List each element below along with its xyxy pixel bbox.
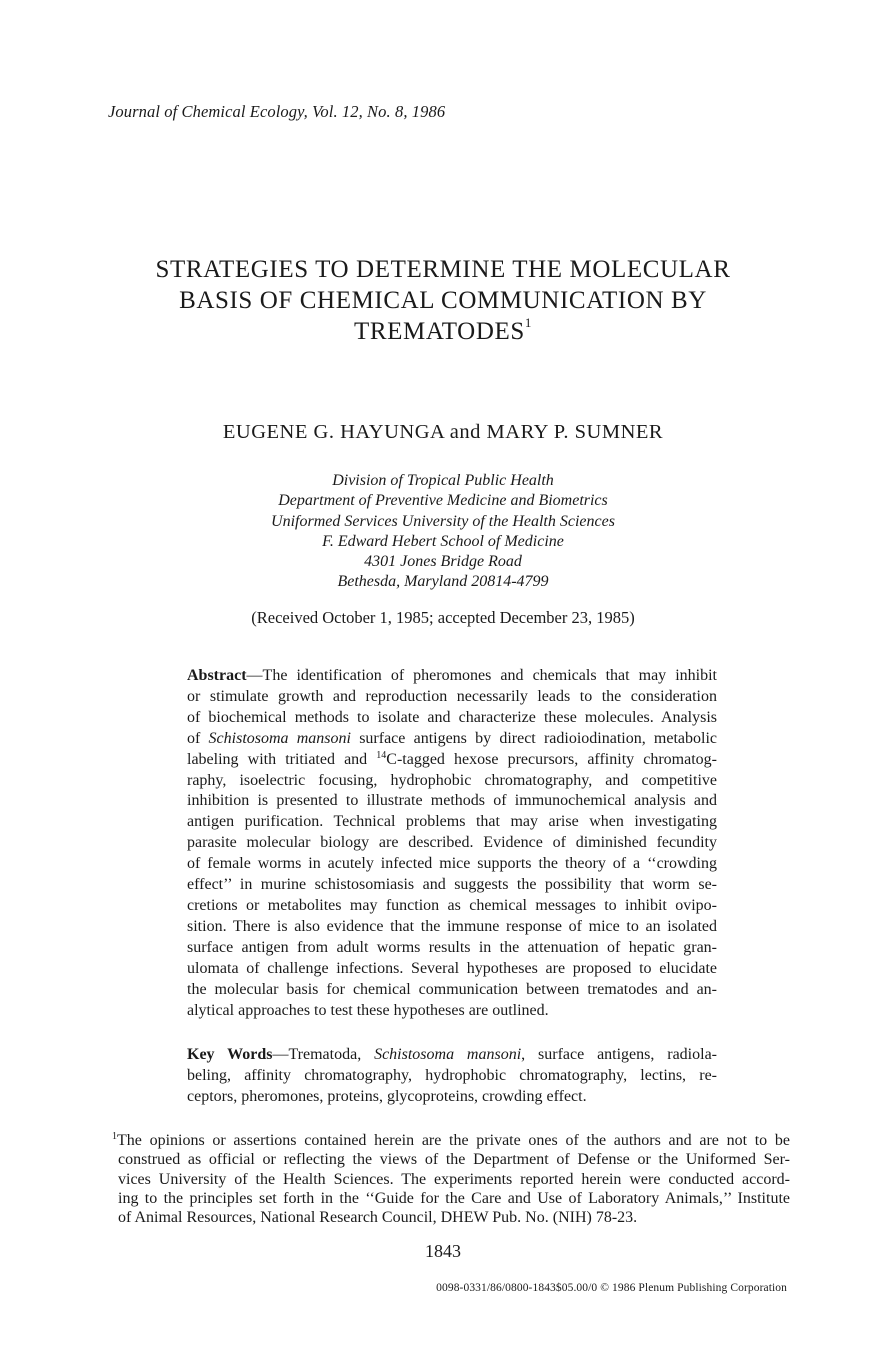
abstract-line: effect’’ in murine schistosomiasis and suggests the possibility that worm se-	[187, 876, 717, 894]
title-line-text: TREMATODES	[354, 318, 525, 345]
abstract-line: antigen purification. Technical problems that may arise when investigating	[187, 813, 717, 831]
abstract-line: of biochemical methods to isolate and characterize these molecules. Analysis	[187, 708, 717, 726]
abstract	[187, 666, 717, 1021]
title-line: BASIS OF CHEMICAL COMMUNICATION BY	[179, 287, 707, 314]
abstract-line: parasite molecular biology are described. Evidence of diminished fecundity	[187, 834, 717, 852]
affiliation-line: Department of Preventive Medicine and Biometrics	[278, 492, 608, 510]
footnote-line: of Animal Resources, National Research Council, DHEW Pub. No. (NIH) 78-23.	[118, 1209, 638, 1227]
abstract-line: surface antigen from adult worms results in the attenuation of hepatic gran-	[187, 938, 717, 956]
affiliation-line: 4301 Jones Bridge Road	[364, 553, 522, 571]
footnote-line: construed as official or reflecting the views of the Department of Defense or the Uniformed Ser-	[118, 1151, 790, 1169]
affiliation-line: Uniformed Services University of the Health Sciences	[271, 512, 615, 530]
abstract-line: the molecular basis for chemical communication between trematodes and an-	[187, 980, 717, 998]
affiliation-line: Bethesda, Maryland 20814-4799	[337, 573, 549, 591]
abstract-line: of female worms in acutely infected mice supports the theory of a ‘‘crowding	[187, 855, 717, 873]
received-dates: (Received October 1, 1985; accepted December 23, 1985)	[251, 608, 635, 627]
keywords-label: Key Words	[187, 1046, 273, 1063]
abstract-line: labeling with tritiated and $^{14}$C-tagged hexose precursors, affinity chromatog-	[187, 749, 717, 768]
abstract-line: raphy, isoelectric focusing, hydrophobic chromatography, and competitive	[187, 771, 717, 789]
footnote-marker: 1	[112, 1131, 117, 1142]
footnote-line: $^1$The opinions or assertions contained herein are the private ones of the authors and are not to be	[112, 1131, 790, 1149]
abstract-line: Abstract—The identification of pheromones and chemicals that may inhibit	[187, 667, 717, 684]
author-list: EUGENE G. HAYUNGA and MARY P. SUMNER	[222, 421, 664, 443]
copyright-line: 0098-0331/86/0800-1843$05.00/0 © 1986 Plenum Publishing Corporation	[436, 1282, 787, 1294]
footnote-line: ing to the principles set forth in the ‘‘Guide for the Care and Use of Laboratory Animals,’’ Institute	[118, 1189, 790, 1207]
abstract-line: cretions or metabolites may function as chemical messages to inhibit ovipo-	[187, 896, 717, 914]
abstract-line: sition. There is also evidence that the immune response of mice to an isolated	[187, 917, 717, 935]
footnote-line: vices University of the Health Sciences. The experiments reported herein were conducted accord-	[118, 1170, 790, 1188]
affiliation-line: Division of Tropical Public Health	[332, 472, 554, 489]
title-footnote-marker: 1	[524, 315, 532, 330]
abstract-line: or stimulate growth and reproduction necessarily leads to the consideration	[187, 687, 717, 705]
species-name: Schistosoma mansoni	[208, 729, 351, 747]
article-title	[0, 254, 886, 347]
title-line	[0, 316, 886, 347]
isotope-mass-number: 14	[376, 749, 387, 761]
abstract-line: ulomata of challenge infections. Several hypotheses are proposed to elucidate	[187, 959, 717, 977]
keywords-line: ceptors, pheromones, proteins, glycoproteins, crowding effect.	[187, 1087, 587, 1105]
footnote	[112, 1131, 790, 1227]
abstract-label: Abstract	[187, 667, 247, 684]
abstract-line: alytical approaches to test these hypotheses are outlined.	[187, 1001, 549, 1019]
affiliation-block	[0, 471, 886, 593]
title-line: STRATEGIES TO DETERMINE THE MOLECULAR	[155, 256, 731, 283]
page-number: 1843	[425, 1241, 461, 1261]
keywords-line: beling, affinity chromatography, hydrophobic chromatography, lectins, re-	[187, 1066, 717, 1084]
affiliation-line: F. Edward Hebert School of Medicine	[322, 532, 564, 550]
journal-citation: Journal of Chemical Ecology, Vol. 12, No. 8, 1986	[108, 102, 446, 121]
abstract-line: of Schistosoma mansoni surface antigens by direct radioiodination, metabolic	[187, 729, 717, 747]
species-name: Schistosoma mansoni	[374, 1046, 522, 1063]
keywords-line: Key Words—Trematoda, Schistosoma mansoni, surface antigens, radiola-	[187, 1046, 717, 1063]
abstract-line: inhibition is presented to illustrate methods of immunochemical analysis and	[187, 792, 717, 810]
key-words	[187, 1045, 717, 1108]
